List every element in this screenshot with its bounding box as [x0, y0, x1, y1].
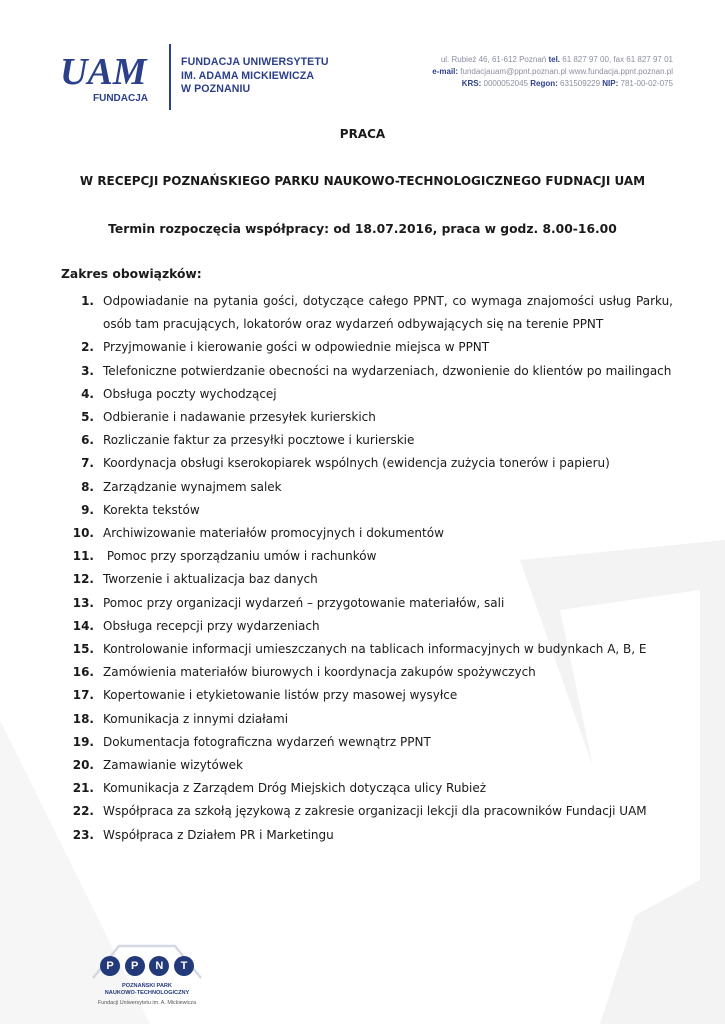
list-item: 16. Zamówienia materiałów biurowych i koordynacja zakupów spożywczych — [72, 665, 536, 680]
contact-registry-line: KRS: 0000052045 Regon: 631509229 NIP: 781-00-02-075 — [461, 79, 673, 88]
list-item: 5. Odbieranie i nadawanie przesyłek kurierskich — [81, 410, 376, 425]
start-info: Termin rozpoczęcia współpracy: od 18.07.2016, praca w godz. 8.00-16.00 — [108, 222, 617, 236]
ppnt-letter: T — [174, 956, 194, 976]
list-item: 1. Odpowiadanie na pytania gości, dotyczące całego PPNT, co wymaga znajomości usług Parku, osób tam pracujących, lokatorów oraz wydarzeń odbywających się na terenie PPNT — [81, 294, 673, 332]
list-item: 18. Komunikacja z innymi działami — [72, 711, 289, 726]
org-name-line: FUNDACJA UNIWERSYTETU — [181, 56, 329, 68]
ppnt-letter: P — [100, 956, 120, 976]
ppnt-letter: P — [125, 956, 145, 976]
ppnt-letter: N — [149, 956, 169, 976]
logo-sub: FUNDACJA — [93, 93, 148, 104]
list-item: 8. Zarządzanie wynajmem salek — [81, 479, 282, 494]
page-title: PRACA — [339, 127, 386, 141]
logo-text: UAM — [60, 51, 147, 93]
contact-address-line: ul. Rubież 46, 61-612 Poznań tel. 61 827 97 00, fax 61 827 97 01 — [440, 55, 673, 64]
list-item: 15. Kontrolowanie informacji umieszczanych na tablicach informacyjnych w budynkach A, B, E — [72, 642, 647, 657]
org-name — [181, 56, 329, 97]
ppnt-subtitle: Fundacji Uniwersytetu im. A. Mickiewicza — [97, 1000, 197, 1006]
uam-logo-icon — [58, 48, 158, 106]
contact-info — [432, 54, 673, 90]
page-subtitle: W RECEPCJI POZNAŃSKIEGO PARKU NAUKOWO-TECHNOLOGICZNEGO FUDNACJI UAM — [79, 174, 646, 188]
list-item: 9. Korekta tekstów — [81, 502, 200, 517]
list-item: 11. Pomoc przy sporządzaniu umów i rachunków — [72, 549, 377, 564]
list-item: 10. Archiwizowanie materiałów promocyjnych i dokumentów — [72, 526, 444, 541]
list-item: 12. Tworzenie i aktualizacja baz danych — [72, 572, 318, 587]
org-name-line: W POZNANIU — [181, 83, 251, 96]
list-item: 21. Komunikacja z Zarządem Dróg Miejskich dotycząca ulicy Rubież — [72, 781, 487, 796]
list-item: 23. Współpraca z Działem PR i Marketingu — [72, 827, 334, 842]
org-name-line: IM. ADAMA MICKIEWICZA — [181, 69, 315, 82]
list-item: 22. Współpraca za szkołą językową z zakresie organizacji lekcji dla pracowników Fundacji UAM — [72, 804, 647, 819]
ppnt-letters — [100, 956, 194, 976]
list-item: 7. Koordynacja obsługi kserokopiarek wspólnych (ewidencja zużycia tonerów i papieru) — [81, 456, 610, 471]
ppnt-logo — [89, 942, 205, 1016]
list-item: 19. Dokumentacja fotograficzna wydarzeń wewnątrz PPNT — [72, 734, 431, 749]
list-item: 13. Pomoc przy organizacji wydarzeń – przygotowanie materiałów, sali — [72, 595, 505, 610]
list-item: 3. Telefoniczne potwierdzanie obecności na wydarzeniach, dzwonienie do klientów po mailingach — [81, 363, 672, 378]
ppnt-name: POZNAŃSKI PARK NAUKOWO-TECHNOLOGICZNY — [104, 983, 190, 996]
list-item: 6. Rozliczanie faktur za przesyłki pocztowe i kurierskie — [81, 433, 415, 448]
list-item: 17. Kopertowanie i etykietowanie listów przy masowej wysyłce — [72, 688, 458, 703]
list-item: 4. Obsługa poczty wychodzącej — [81, 386, 277, 401]
scope-heading: Zakres obowiązków: — [61, 267, 202, 281]
header-divider — [169, 44, 171, 110]
list-item: 20. Zamawianie wizytówek — [72, 758, 243, 773]
contact-email-line: e-mail: fundacjauam@ppnt.poznan.pl www.fundacja.ppnt.poznan.pl — [432, 67, 673, 76]
list-item: 14. Obsługa recepcji przy wydarzeniach — [72, 618, 320, 633]
list-item: 2. Przyjmowanie i kierowanie gości w odpowiednie miejsca w PPNT — [81, 340, 490, 355]
duties-list — [61, 290, 673, 847]
